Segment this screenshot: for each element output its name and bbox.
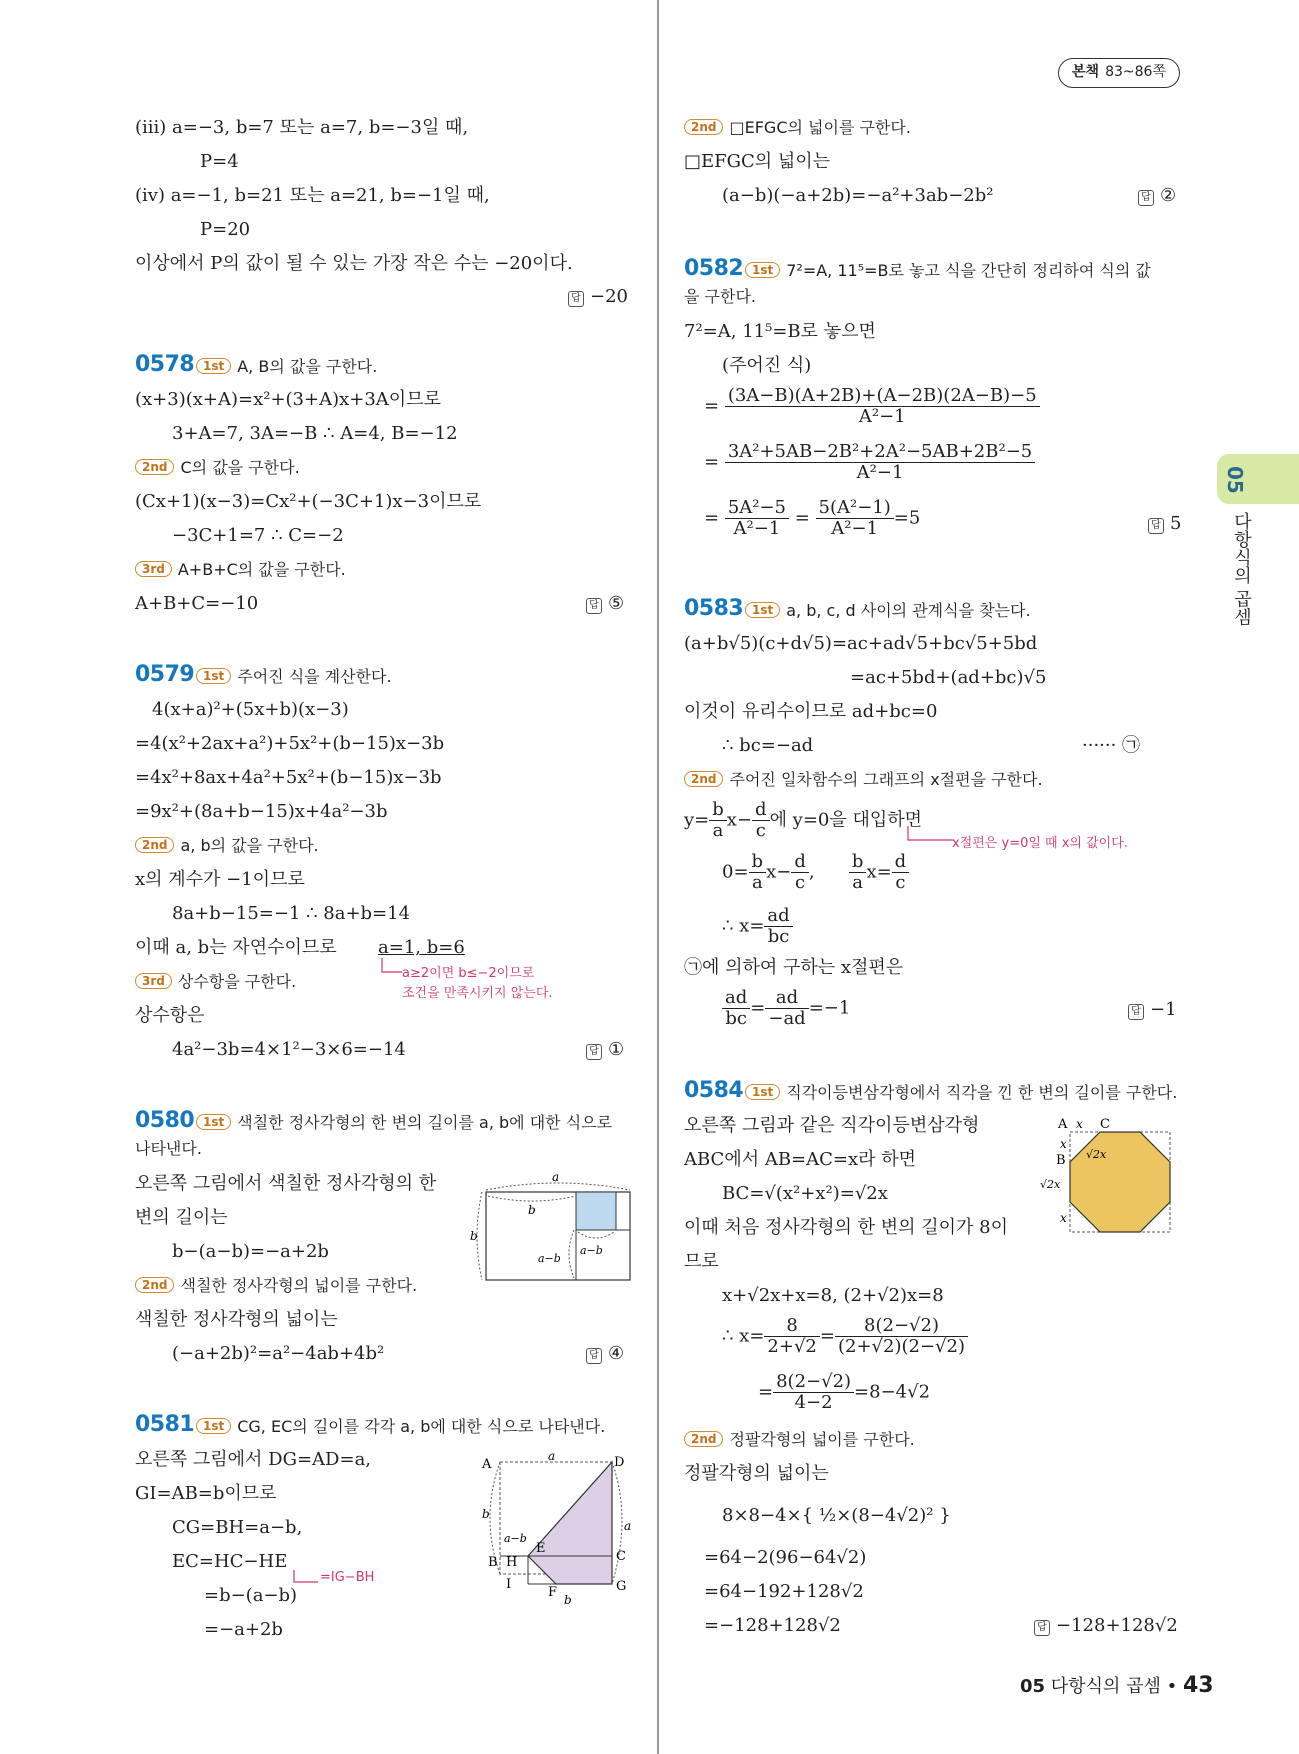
equation: a=1, b=6 bbox=[378, 937, 465, 958]
equation: =4(x²+2ax+a²)+5x²+(b−15)x−3b bbox=[135, 733, 445, 754]
equation: −3C+1=7 ∴ C=−2 bbox=[172, 525, 344, 546]
label-side-b: b bbox=[470, 1229, 478, 1243]
step-1-cont: 나타낸다. bbox=[135, 1139, 202, 1158]
step-2: 2nd □EFGC의 넓이를 구한다. bbox=[684, 116, 911, 140]
equation: 3+A=7, 3A=−B ∴ A=4, B=−12 bbox=[172, 423, 458, 444]
case-iv-result: P=20 bbox=[200, 219, 251, 240]
label-G: G bbox=[616, 1579, 627, 1594]
label-a-right: a bbox=[624, 1519, 632, 1533]
fraction-line-3: = $\frac{\text{5A²−5}}{\text{A²−1}}$ = $\frac{\text{5(A²−1)}}{\text{A²−1}}$ =5 bbox=[704, 497, 921, 539]
equation: = $\frac{8(2-√2)}{4-2}$ =8−4√2 bbox=[758, 1371, 931, 1413]
label-b: b bbox=[528, 1203, 536, 1217]
side-note: =IG−BH bbox=[320, 1570, 375, 1585]
text: 색칠한 정사각형의 넓이는 bbox=[135, 1309, 338, 1330]
chapter-side-tab[interactable]: 05 bbox=[1217, 454, 1299, 504]
label-A: A bbox=[1058, 1117, 1068, 1132]
equation: =−a+2b bbox=[204, 1619, 283, 1640]
answer: 답 −20 bbox=[568, 285, 628, 309]
equation: x+√2x+x=8, (2+√2)x=8 bbox=[722, 1285, 944, 1306]
equation: A+B+C=−10 bbox=[135, 593, 259, 614]
answer: 답 5 bbox=[1148, 512, 1181, 536]
page-reference-badge: 본책 83~86쪽 bbox=[1058, 58, 1180, 88]
fraction-line-1: = $\frac{(3A-B)(A+2B)+(A-2B)(2A-B)-5}{\text{A²−1}}$ bbox=[704, 386, 1040, 427]
answer: 답 ④ bbox=[586, 1342, 624, 1366]
label-amb: a−b bbox=[504, 1532, 527, 1545]
label-b-bottom: b bbox=[564, 1593, 572, 1607]
equation: 8×8−4×{ ½×(8−4√2)² } bbox=[722, 1505, 951, 1526]
problem-number: 0584 bbox=[684, 1078, 744, 1103]
equation: =9x²+(8a+b−15)x+4a²−3b bbox=[135, 801, 388, 822]
equation: EC=HC−HE bbox=[172, 1551, 288, 1572]
text: GI=AB=b이므로 bbox=[135, 1483, 277, 1504]
label-D: D bbox=[614, 1455, 625, 1470]
equation: ∴ x= $\frac{ad}{bc}$ bbox=[722, 906, 793, 947]
equation: (−a+2b)²=a²−4ab+4b² bbox=[172, 1343, 385, 1364]
equation: 8a+b−15=−1 ∴ 8a+b=14 bbox=[172, 903, 411, 924]
step-1-cont: 을 구한다. bbox=[684, 287, 756, 306]
equation: =64−192+128√2 bbox=[704, 1581, 864, 1602]
step-1: 1st 7²=A, 11⁵=B로 놓고 식을 간단히 정리하여 식의 값 bbox=[745, 259, 1151, 283]
equation: CG=BH=a−b, bbox=[172, 1517, 303, 1538]
text: 이때 처음 정사각형의 한 변의 길이가 8이 bbox=[684, 1217, 1008, 1238]
label-root2x: √2x bbox=[1086, 1148, 1107, 1161]
equation: =ac+5bd+(ad+bc)√5 bbox=[850, 667, 1047, 688]
chapter-side-title: 다항식의 곱셈 bbox=[1231, 512, 1252, 626]
label-F: F bbox=[548, 1585, 558, 1600]
step-3: 3rd 상수항을 구한다. bbox=[135, 970, 296, 994]
answer: 답 ① bbox=[586, 1038, 624, 1062]
label-B: B bbox=[1056, 1153, 1066, 1168]
equation: (a+b√5)(c+d√5)=ac+ad√5+bc√5+5bd bbox=[684, 633, 1038, 654]
step-2: 2nd a, b의 값을 구한다. bbox=[135, 834, 319, 858]
note-pointer bbox=[906, 826, 956, 848]
conclusion: 이상에서 P의 값이 될 수 있는 가장 작은 수는 −20이다. bbox=[135, 253, 573, 274]
equation: ∴ x= $\frac{8}{2+√2}$ = $\frac{8(2-√2)}{(2+√2)(2-√2)}$ bbox=[722, 1316, 968, 1357]
problem-number: 0583 bbox=[684, 596, 744, 621]
answer-icon: 답 bbox=[568, 291, 584, 307]
label-I: I bbox=[506, 1577, 512, 1592]
step-2: 2nd 색칠한 정사각형의 넓이를 구한다. bbox=[135, 1274, 417, 1298]
diagram-0580 bbox=[468, 1172, 636, 1284]
equation: 이때 a, b는 자연수이므로 bbox=[135, 937, 337, 958]
text: □EFGC의 넓이는 bbox=[684, 151, 831, 172]
side-note: x절편은 y=0일 때 x의 값이다. bbox=[952, 836, 1128, 851]
text: ㉠에 의하여 구하는 x절편은 bbox=[684, 957, 904, 978]
step-1: 1st 색칠한 정사각형의 한 변의 길이를 a, b에 대한 식으로 bbox=[196, 1111, 612, 1135]
text: 변의 길이는 bbox=[135, 1207, 228, 1228]
column-divider bbox=[657, 0, 659, 1754]
equation: (x+3)(x+A)=x²+(3+A)x+3A이므로 bbox=[135, 389, 441, 410]
step-3: 3rd A+B+C의 값을 구한다. bbox=[135, 558, 346, 582]
equation: 이것이 유리수이므로 ad+bc=0 bbox=[684, 701, 938, 722]
side-note: a≥2이면 b≤−2이므로 bbox=[402, 966, 535, 981]
equation: =b−(a−b) bbox=[204, 1585, 298, 1606]
label-H: H bbox=[506, 1555, 518, 1570]
equation: x의 계수가 −1이므로 bbox=[135, 869, 305, 890]
step-1: 1st A, B의 값을 구한다. bbox=[196, 355, 377, 379]
text: ABC에서 AB=AC=x라 하면 bbox=[684, 1149, 917, 1170]
equation: $\frac{ad}{bc}$ = $\frac{ad}{-ad}$ =−1 bbox=[722, 988, 850, 1029]
answer: 답 −128+128√2 bbox=[1034, 1614, 1178, 1638]
equation-mark: ······ ㉠ bbox=[1082, 735, 1141, 756]
step-1: 1st 주어진 식을 계산한다. bbox=[196, 665, 392, 689]
text: 오른쪽 그림과 같은 직각이등변삼각형 bbox=[684, 1115, 980, 1136]
label-C: C bbox=[616, 1549, 626, 1564]
label-B: B bbox=[488, 1555, 498, 1570]
text: 오른쪽 그림에서 색칠한 정사각형의 한 bbox=[135, 1173, 437, 1194]
step-2: 2nd 정팔각형의 넓이를 구한다. bbox=[684, 1428, 915, 1452]
label-x: x bbox=[1076, 1117, 1083, 1131]
page-footer: 05 다항식의 곱셈 • 43 bbox=[1020, 1673, 1214, 1698]
text: 므로 bbox=[684, 1251, 719, 1272]
label-amb: a−b bbox=[580, 1244, 603, 1257]
answer: 답 ② bbox=[1138, 184, 1176, 208]
label-E: E bbox=[536, 1541, 546, 1556]
step-2: 2nd 주어진 일차함수의 그래프의 x절편을 구한다. bbox=[684, 768, 1043, 792]
problem-number: 0580 bbox=[135, 1108, 195, 1133]
equation: b−(a−b)=−a+2b bbox=[172, 1241, 329, 1262]
label-C: C bbox=[1100, 1117, 1110, 1132]
equation: 상수항은 bbox=[135, 1005, 205, 1026]
problem-number: 0579 bbox=[135, 662, 195, 687]
case-iii: (ⅲ) a=−3, b=7 또는 a=7, b=−3일 때, bbox=[135, 117, 469, 138]
equation: (Cx+1)(x−3)=Cx²+(−3C+1)x−3이므로 bbox=[135, 491, 482, 512]
label-b-left: b bbox=[482, 1507, 490, 1521]
page-number: 43 bbox=[1182, 1673, 1214, 1698]
equation: 0= $\frac{b}{a}$ x− $\frac{d}{c}$ , $\frac{b}{a}$ x= $\frac{d}{c}$ bbox=[722, 852, 909, 893]
equation: y= $\frac{b}{a}$ x− $\frac{d}{c}$ 에 y=0을 대입하면 bbox=[684, 799, 923, 841]
case-iii-result: P=4 bbox=[200, 151, 239, 172]
label-x-3: x bbox=[1060, 1211, 1067, 1225]
problem-number: 0582 bbox=[684, 256, 744, 281]
label-root2x-2: √2x bbox=[1040, 1178, 1061, 1191]
text: 정팔각형의 넓이는 bbox=[684, 1463, 829, 1484]
equation: BC=√(x²+x²)=√2x bbox=[722, 1183, 888, 1204]
equation: ∴ bc=−ad bbox=[722, 735, 814, 756]
side-note: 조건을 만족시키지 않는다. bbox=[402, 986, 553, 1001]
step-1: 1st CG, EC의 길이를 각각 a, b에 대한 식으로 나타낸다. bbox=[196, 1415, 605, 1439]
equation: =64−2(96−64√2) bbox=[704, 1547, 867, 1568]
answer: 답 ⑤ bbox=[586, 592, 624, 616]
label-a: a bbox=[552, 1172, 560, 1184]
fraction-line-2: = $\frac{\text{3A²+5AB−2B²+2A²−5AB+2B²−5}}{\text{A²−1}}$ bbox=[704, 442, 1035, 483]
diagram-0584 bbox=[1040, 1112, 1180, 1244]
step-2: 2nd C의 값을 구한다. bbox=[135, 456, 300, 480]
equation: =4x²+8ax+4a²+5x²+(b−15)x−3b bbox=[135, 767, 442, 788]
label-x-2: x bbox=[1060, 1137, 1067, 1151]
diagram-0581 bbox=[476, 1448, 636, 1608]
equation: 4a²−3b=4×1²−3×6=−14 bbox=[172, 1039, 406, 1060]
step-1: 1st a, b, c, d 사이의 관계식을 찾는다. bbox=[745, 599, 1031, 623]
step-1: 1st 직각이등변삼각형에서 직각을 낀 한 변의 길이를 구한다. bbox=[745, 1081, 1177, 1105]
equation: 4(x+a)²+(5x+b)(x−3) bbox=[152, 699, 349, 720]
equation: =−128+128√2 bbox=[704, 1615, 841, 1636]
case-iv: (ⅳ) a=−1, b=21 또는 a=21, b=−1일 때, bbox=[135, 185, 490, 206]
answer: 답 −1 bbox=[1128, 998, 1177, 1022]
equation: (a−b)(−a+2b)=−a²+3ab−2b² bbox=[722, 185, 994, 206]
label-A: A bbox=[482, 1457, 492, 1472]
text: 오른쪽 그림에서 DG=AD=a, bbox=[135, 1449, 372, 1470]
label-a-top: a bbox=[548, 1449, 556, 1463]
equation: 7²=A, 11⁵=B로 놓으면 bbox=[684, 321, 876, 342]
equation: (주어진 식) bbox=[722, 355, 812, 376]
problem-number: 0581 bbox=[135, 1412, 195, 1437]
problem-number: 0578 bbox=[135, 352, 195, 377]
label-amb-2: a−b bbox=[538, 1252, 561, 1265]
